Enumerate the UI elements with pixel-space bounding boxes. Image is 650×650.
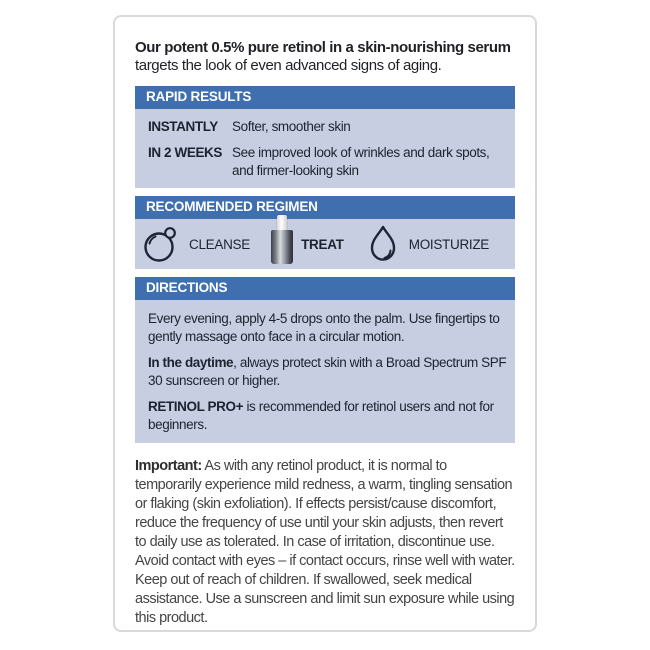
product-label-panel [113,15,537,632]
important-notice [135,457,515,628]
bottle-cap [277,215,287,231]
section-rapid-results [135,86,515,188]
result-row [148,118,502,136]
bottle-body [271,230,293,264]
directions-paragraph [148,310,509,346]
rapid-results-panel [135,109,515,188]
regimen-step-label: CLEANSE [189,236,250,252]
directions-text: is recommended for retinol users and not for beginners. [148,399,494,432]
directions-header: DIRECTIONS [135,277,515,300]
serum-bottle-icon [271,215,293,267]
result-timing-label: INSTANTLY [148,119,218,134]
intro-subline: targets the look of even advanced signs of aging. [135,57,442,74]
directions-paragraph [148,398,509,434]
regimen-step-label: MOISTURIZE [408,236,489,252]
lather-bubble-icon [141,223,181,265]
recommended-regimen-header: RECOMMENDED REGIMEN [135,196,515,219]
water-drop-icon [365,223,401,265]
result-timing-label: IN 2 WEEKS [148,145,223,160]
result-description: See improved look of wrinkles and dark spots, and firmer-looking skin [232,145,490,178]
section-recommended-regimen [135,196,515,269]
important-text: As with any retinol product, it is normal to temporarily experience mild redness, a warm, tingling sensation or flaking (skin exfoliation). If effects persist/cause discomfort, reduce the frequency of use until your skin adjusts, then revert to daily use as tolerated. In case of irritation, discontinue use. Avoid contact with eyes – if contact occurs, rinse well with water. Keep out of reach of children. If swallowed, seek medical assistance. Use a sunscreen and limit sun exposure while using this product. [135,458,515,626]
regimen-step-cleanse [141,223,250,265]
directions-bold-lead: RETINOL PRO+ [148,399,244,414]
directions-bold-lead: In the daytime [148,355,234,370]
directions-panel [135,300,515,443]
directions-paragraph [148,354,509,390]
regimen-step-treat [271,221,344,267]
regimen-step-moisturize [365,223,489,265]
directions-text: Every evening, apply 4-5 drops onto the palm. Use fingertips to gently massage onto face in a circular motion. [148,311,500,344]
result-row [148,144,502,180]
result-description: Softer, smoother skin [232,119,351,134]
important-label: Important: [135,458,202,474]
regimen-step-label: TREAT [301,236,344,252]
directions-text: , always protect skin with a Broad Spectrum SPF 30 sunscreen or higher. [148,355,507,388]
intro-headline: Our potent 0.5% pure retinol in a skin-nourishing serum [135,39,511,56]
regimen-panel [135,219,515,269]
section-directions [135,277,515,443]
rapid-results-header: RAPID RESULTS [135,86,515,109]
intro-copy [135,39,515,75]
